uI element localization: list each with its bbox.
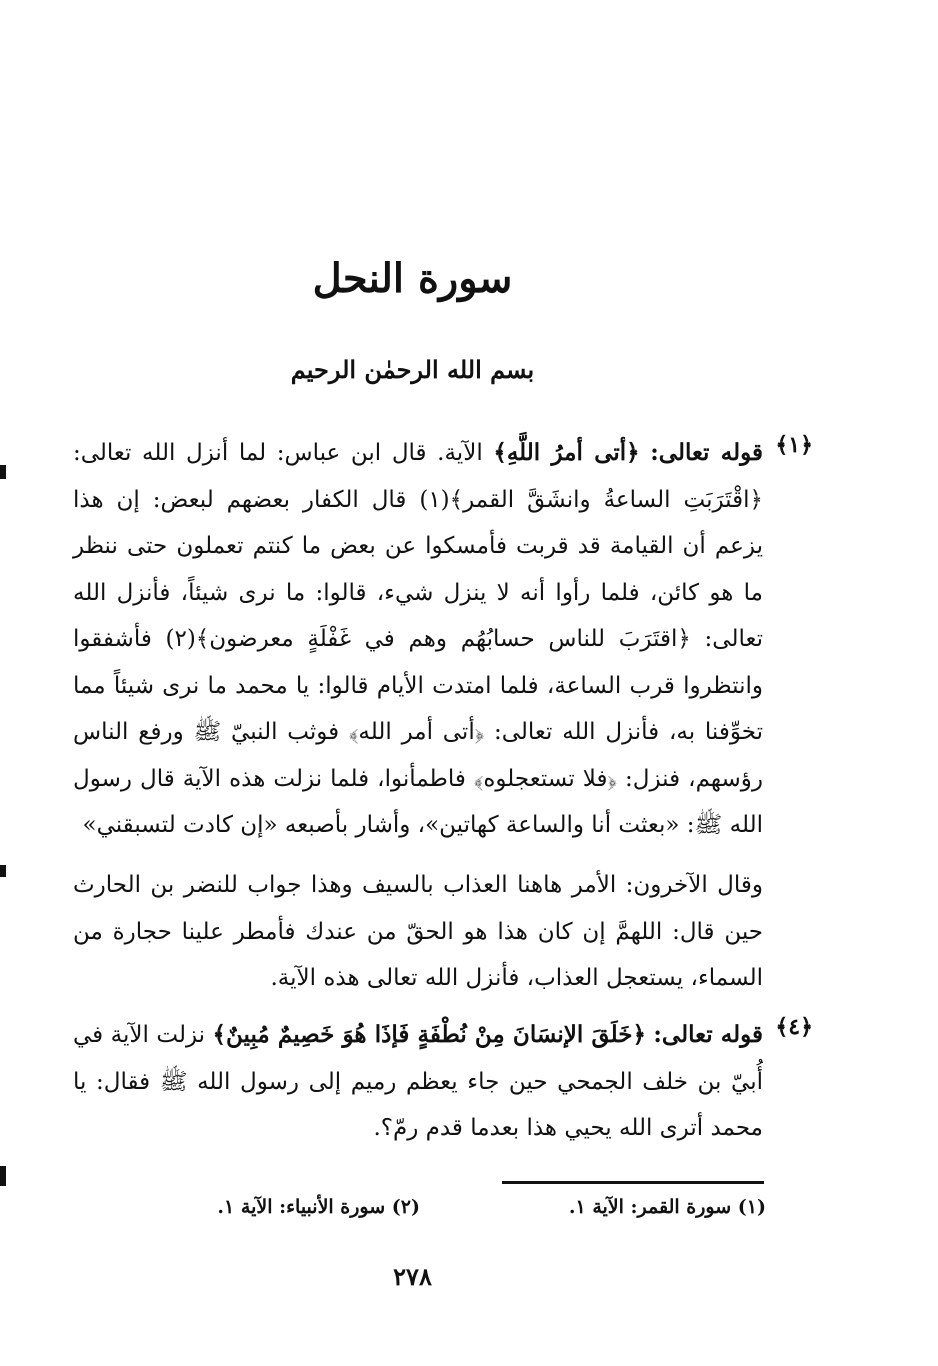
verse-number-marker: ﴿٤﴾ <box>775 1014 813 1040</box>
verse-lead: قوله تعالى: <box>650 439 763 466</box>
paragraph-text: وقال الآخرون: الأمر هاهنا العذاب بالسيف وهذا جواب للنضر بن الحارث حين قال: اللهمَّ إن كان هذا هو الحقّ من عندك فأمطر علينا حجارة من السماء، يستعجل العذاب، فأنزل الله تعالى هذه الآية. <box>73 872 763 991</box>
footnote: (٢) سورة الأنبياء: الآية ١. <box>217 1196 420 1218</box>
scan-edge-mark <box>0 465 6 479</box>
verse-number-marker: ﴿١﴾ <box>775 432 813 458</box>
footnote-divider <box>502 1181 764 1184</box>
commentary-paragraph <box>73 1012 763 1152</box>
quran-quote: ﴿خَلَقَ الإنسَانَ مِنْ نُطْفَةٍ فَإذَا هُوَ خَصِيمٌ مُبِينٌ﴾ <box>212 1021 646 1048</box>
commentary-paragraph <box>73 862 763 1002</box>
surah-title: سورة النحل <box>312 255 513 302</box>
scan-edge-mark <box>0 1166 6 1186</box>
commentary-paragraph <box>73 430 763 849</box>
quran-quote: ﴿أتى أمرُ اللَّهِ﴾ <box>493 439 640 466</box>
verse-lead: قوله تعالى: <box>653 1021 763 1048</box>
paragraph-text: نزلت الآية في أُبيّ بن خلف الجمحي حين جاء يعظم رميم إلى رسول الله ﷺ فقال: يا محمد أترى الله يحيي هذا بعدما قدم رمّ؟. <box>73 1022 763 1141</box>
basmala: بسم الله الرحمٰن الرحيم <box>290 355 535 384</box>
scan-edge-mark <box>0 865 6 877</box>
paragraph-text: الآية. قال ابن عباس: لما أنزل الله تعالى: ﴿اقْتَرَبَتِ الساعةُ وانشَقَّ القمر﴾(١) قال الكفار بعضهم لبعض: إن هذا يزعم أن القيامة قد قربت فأمسكوا عن بعض ما كنتم تعملون حتى ننظر ما هو كائن، فلما رأوا أنه لا ينزل شيء، قالوا: ما نرى شيئاً، فأنزل الله تعالى: ﴿اقتَرَبَ للناس حسابُهُم وهم في غَفْلَةٍ معرضون﴾(٢) فأشفقوا وانتظروا قرب الساعة، فلما امتدت الأيام قالوا: يا محمد ما نرى شيئاً مما تخوِّفنا به، فأنزل الله تعالى: ﴿أتى أمر الله﴾ فوثب النبيّ ﷺ ورفع الناس رؤسهم، فنزل: ﴿فلا تستعجلوه﴾ فاطمأنوا، فلما نزلت هذه الآية قال رسول الله ﷺ: «بعثت أنا والساعة كهاتين»، وأشار بأصبعه «إن كادت لتسبقني» <box>73 440 763 838</box>
footnote: (١) سورة القمر: الآية ١. <box>568 1196 766 1218</box>
page-number: ٢٧٨ <box>393 1262 432 1291</box>
